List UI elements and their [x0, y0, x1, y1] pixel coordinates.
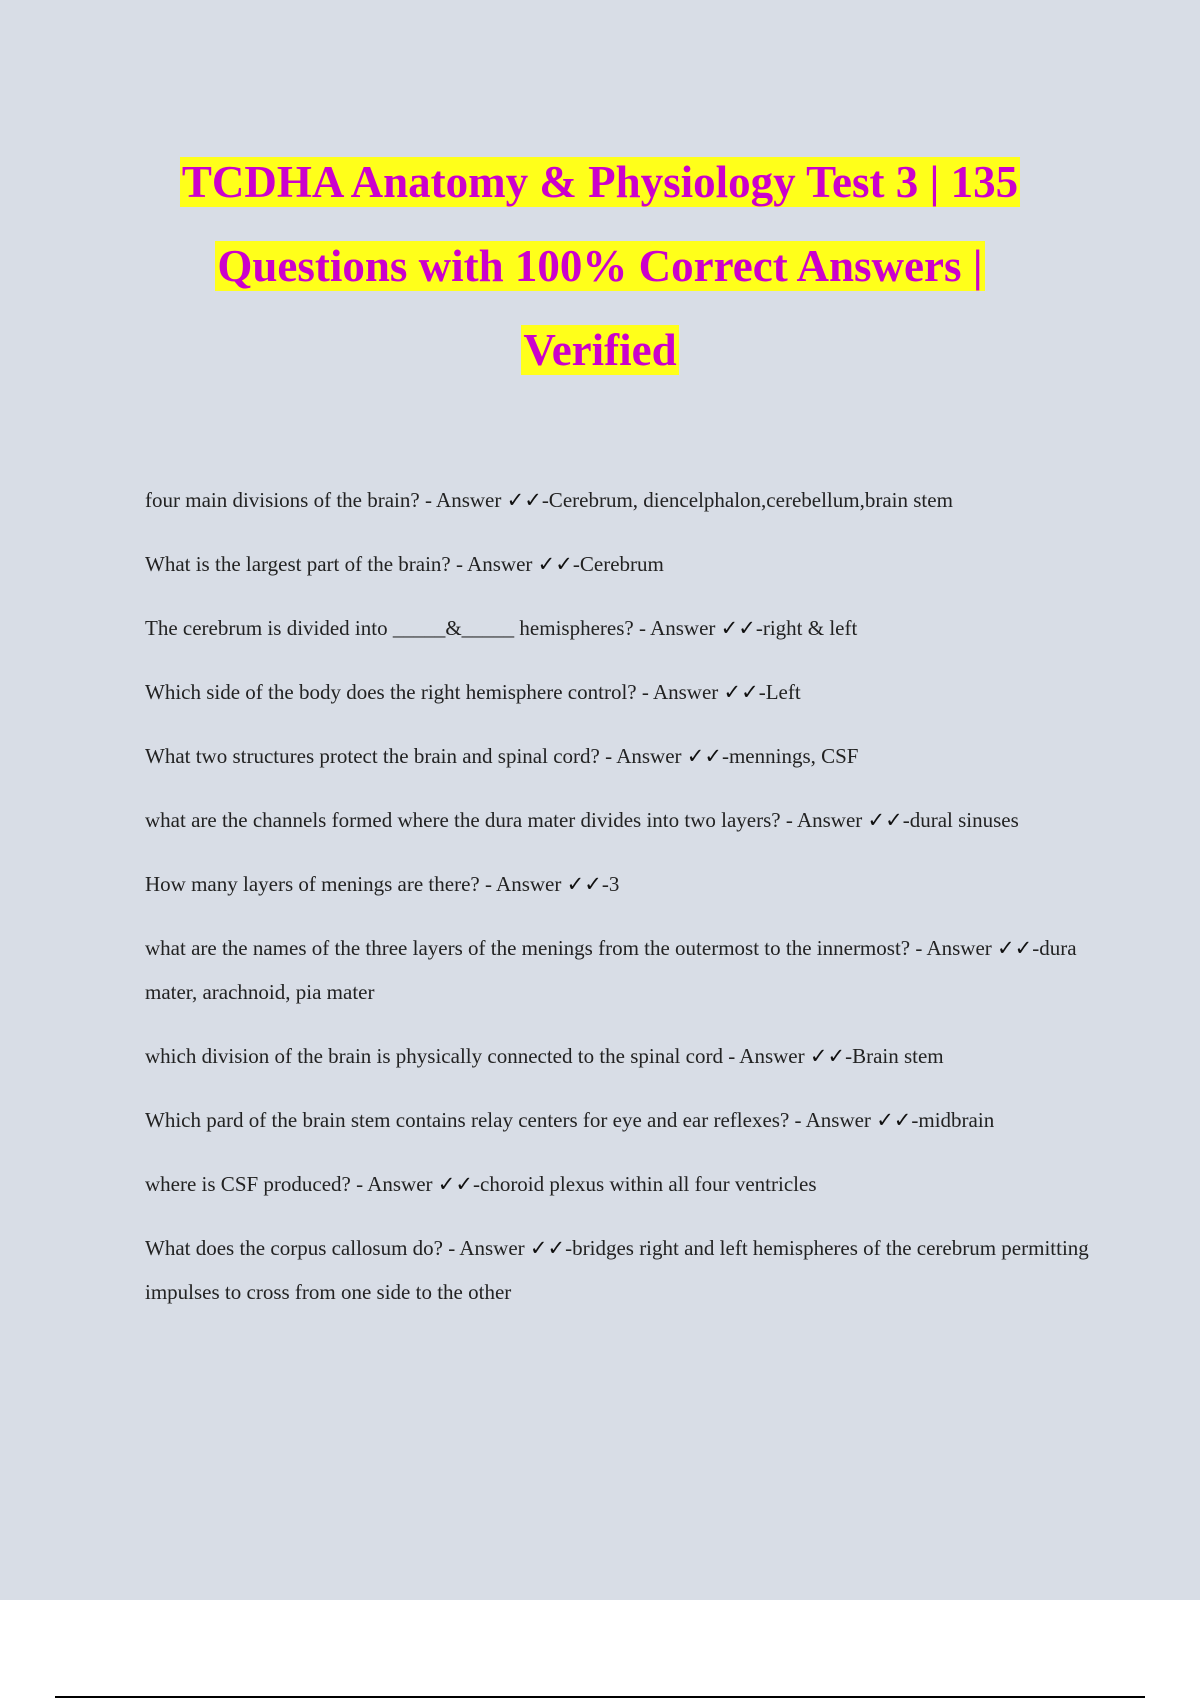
title-line-3: Verified — [523, 325, 677, 375]
qa-item — [145, 862, 1095, 906]
question-text: What does the corpus callosum do? - — [145, 1236, 460, 1260]
qa-item — [145, 1226, 1095, 1314]
qa-item — [145, 798, 1095, 842]
qa-item — [145, 734, 1095, 778]
answer-text: -3 — [601, 872, 620, 896]
answer-text: -Cerebrum, diencelphalon,cerebellum,brain stem — [541, 488, 953, 512]
answer-label: Answer — [496, 872, 562, 896]
check-icon: ✓✓ — [529, 1236, 566, 1260]
question-answer-list — [145, 478, 1095, 1334]
title-line — [0, 224, 1200, 308]
answer-text: -midbrain — [911, 1108, 995, 1132]
check-icon: ✓✓ — [437, 1172, 473, 1196]
question-text: What two structures protect the brain and spinal cord? - — [145, 744, 617, 768]
title-line — [0, 308, 1200, 392]
title-line-1: TCDHA Anatomy & Physiology Test 3 | 135 — [181, 157, 1019, 207]
answer-label: Answer — [739, 1044, 805, 1068]
answer-text: -right & left — [755, 616, 858, 640]
question-text: The cerebrum is divided into _____&_____ hemispheres? - — [145, 616, 651, 640]
answer-text: -bridges right and left hemispheres of the cerebrum permitting impulses to cross from one side to the other — [145, 1236, 1089, 1304]
check-icon: ✓✓ — [686, 744, 722, 768]
qa-item — [145, 670, 1095, 714]
footer-divider — [55, 1696, 1145, 1698]
answer-label: Answer — [436, 488, 502, 512]
check-icon: ✓✓ — [506, 488, 542, 512]
check-icon: ✓✓ — [537, 552, 573, 576]
answer-label: Answer — [467, 552, 533, 576]
question-text: where is CSF produced? - — [145, 1172, 368, 1196]
check-icon: ✓✓ — [723, 680, 759, 704]
title-line-2: Questions with 100% Correct Answers | — [217, 241, 983, 291]
qa-item — [145, 1162, 1095, 1206]
question-text: which division of the brain is physically connected to the spinal cord - — [145, 1044, 740, 1068]
question-text: what are the channels formed where the dura mater divides into two layers? - — [145, 808, 797, 832]
answer-label: Answer — [616, 744, 682, 768]
answer-label: Answer — [652, 680, 719, 704]
answer-text: -Brain stem — [845, 1044, 944, 1068]
check-icon: ✓✓ — [867, 808, 903, 832]
question-text: What is the largest part of the brain? - — [145, 552, 468, 576]
question-text: what are the names of the three layers of the menings from the outermost to the innermost? - — [145, 936, 927, 960]
answer-label: Answer — [459, 1236, 525, 1260]
check-icon: ✓✓ — [876, 1108, 912, 1132]
qa-item — [145, 542, 1095, 586]
answer-text: -mennings, CSF — [721, 744, 859, 768]
question-text: Which pard of the brain stem contains relay centers for eye and ear reflexes? - — [145, 1108, 806, 1132]
question-text: Which side of the body does the right hemisphere control? - — [145, 680, 653, 704]
answer-text: -dural sinuses — [902, 808, 1019, 832]
answer-label: Answer — [367, 1172, 433, 1196]
answer-text: -dura mater, arachnoid, pia mater — [145, 936, 1077, 1004]
qa-item — [145, 1034, 1095, 1078]
answer-text: -choroid plexus within all four ventricles — [473, 1172, 817, 1196]
check-icon: ✓✓ — [720, 616, 756, 640]
answer-label: Answer — [926, 936, 992, 960]
answer-label: Answer — [650, 616, 716, 640]
check-icon: ✓✓ — [809, 1044, 846, 1068]
answer-text: -Left — [758, 680, 801, 704]
check-icon: ✓✓ — [997, 936, 1033, 960]
question-text: How many layers of menings are there? - — [145, 872, 497, 896]
question-text: four main divisions of the brain? - — [145, 488, 437, 512]
answer-label: Answer — [796, 808, 863, 832]
answer-label: Answer — [805, 1108, 871, 1132]
qa-item — [145, 1098, 1095, 1142]
answer-text: -Cerebrum — [572, 552, 664, 576]
check-icon: ✓✓ — [566, 872, 602, 896]
qa-item — [145, 926, 1095, 1014]
qa-item — [145, 478, 1095, 522]
qa-item — [145, 606, 1095, 650]
title-line — [0, 140, 1200, 224]
document-title — [0, 140, 1200, 392]
